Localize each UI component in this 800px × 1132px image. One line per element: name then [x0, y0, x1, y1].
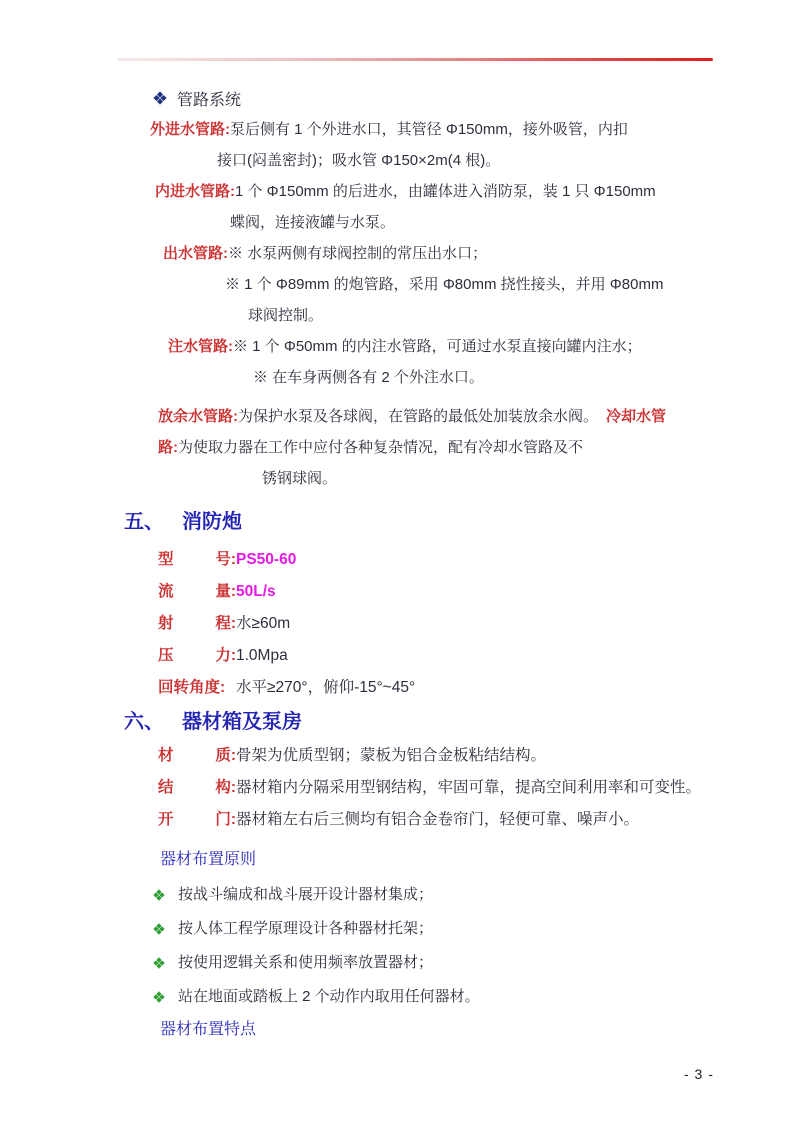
pipe-label-outlet: 出水管路: — [163, 245, 228, 262]
piping-system-title-row — [153, 84, 720, 112]
spec-value: 器材箱内分隔采用型钢结构，牢固可靠，提高空间利用率和可变性。 — [236, 779, 702, 796]
subheading-layout-principles: 器材布置原则 — [160, 851, 257, 868]
spec-label-part: 材 — [158, 747, 174, 764]
paragraph-line — [248, 300, 720, 331]
section-heading-fire-monitor — [124, 508, 720, 536]
list-item — [153, 980, 720, 1014]
spec-row-structure — [158, 772, 720, 804]
spec-label-part: 构: — [215, 779, 236, 796]
pipe-label-cooling: 冷却水管 — [606, 408, 667, 425]
list-item — [153, 946, 720, 980]
spec-label-part: 量: — [215, 583, 236, 600]
spec-label-part: 压 — [158, 647, 174, 664]
spec-value: 50L/s — [236, 583, 276, 600]
spec-label — [158, 608, 236, 640]
pipe-text: 1 个 Φ150mm 的后进水，由罐体进入消防泵，装 1 只 Φ150mm — [235, 183, 656, 200]
spec-label — [158, 576, 236, 608]
pipe-text: 蝶阀，连接液罐与水泵。 — [230, 214, 396, 231]
list-item-text: 按使用逻辑关系和使用频率放置器材； — [178, 954, 434, 971]
spec-row-model — [158, 544, 720, 576]
paragraph-line — [163, 238, 720, 269]
spec-label-part: 流 — [158, 583, 174, 600]
equipment-box-specs — [120, 740, 720, 836]
spec-row-flow — [158, 576, 720, 608]
spec-label-part: 质: — [215, 747, 236, 764]
spec-label-part: 门: — [215, 811, 236, 828]
spec-value: 骨架为优质型钢；蒙板为铝合金板粘结结构。 — [236, 747, 547, 764]
pipe-text: 为使取力器在工作中应付各种复杂情况，配有冷却水管路及不 — [178, 439, 584, 456]
spec-label — [158, 640, 236, 672]
paragraph-line — [230, 207, 720, 238]
section-title: 器材箱及泵房 — [182, 711, 302, 733]
page-number: - 3 - — [684, 1066, 714, 1082]
paragraph-line — [150, 114, 720, 145]
spec-label-part: 程: — [215, 615, 236, 632]
pipe-text: ※ 水泵两侧有球阀控制的常压出水口； — [228, 245, 488, 262]
spec-label — [158, 740, 236, 772]
paragraph-line — [225, 269, 720, 300]
layout-principles-list — [120, 878, 720, 1014]
pipe-text: 接口(闷盖密封)；吸水管 Φ150×2m(4 根)。 — [217, 152, 501, 169]
paragraph-line — [158, 401, 720, 432]
spec-label-part: 回转角度: — [158, 679, 226, 696]
pipe-text: ※ 1 个 Φ50mm 的内注水管路，可通过水泵直接向罐内注水； — [233, 338, 642, 355]
diamond-bullet-icon — [153, 991, 165, 1003]
paragraph-line — [262, 463, 720, 494]
pipe-text: 为保护水泵及各球阀，在管路的最低处加装放余水阀。 — [238, 408, 599, 425]
spec-value: 水≥60m — [236, 615, 291, 632]
diamond-bullet-icon — [153, 957, 165, 969]
spec-label — [158, 772, 236, 804]
fire-monitor-specs — [120, 544, 720, 704]
section-number: 六、 — [124, 711, 164, 733]
spec-row-range — [158, 608, 720, 640]
spec-label — [158, 672, 236, 704]
paragraph-line — [253, 362, 720, 393]
pipe-label-drain: 放余水管路: — [158, 408, 238, 425]
pipe-label-filling: 注水管路: — [168, 338, 233, 355]
diamond-bullet-icon — [153, 923, 165, 935]
section-title: 消防炮 — [182, 511, 242, 533]
spec-label — [158, 804, 236, 836]
diamond-bullet-icon — [153, 91, 167, 105]
section-heading-equipment-box — [124, 708, 720, 736]
diamond-bullet-icon — [153, 889, 165, 901]
spec-label-part: 结 — [158, 779, 174, 796]
paragraph-line — [217, 145, 720, 176]
spec-value: 器材箱左右后三侧均有铝合金卷帘门，轻便可靠、噪声小。 — [236, 811, 640, 828]
spec-value: 1.0Mpa — [236, 647, 288, 664]
section-number: 五、 — [124, 511, 164, 533]
paragraph-line — [158, 432, 720, 463]
list-item-text: 按人体工程学原理设计各种器材托架； — [178, 920, 434, 937]
list-item — [153, 912, 720, 946]
spec-row-pressure — [158, 640, 720, 672]
spec-value: 水平≥270°，俯仰-15°~45° — [236, 679, 416, 696]
pipe-text: ※ 1 个 Φ89mm 的炮管路，采用 Φ80mm 挠性接头，并用 Φ80mm — [225, 276, 664, 293]
piping-section-title: 管路系统 — [177, 91, 242, 109]
spec-row-doors — [158, 804, 720, 836]
spec-value: PS50-60 — [236, 551, 297, 568]
spec-row-rotation — [158, 672, 720, 704]
subheading-layout-features: 器材布置特点 — [160, 1021, 257, 1038]
spec-label-part: 力: — [215, 647, 236, 664]
list-item-text: 站在地面或踏板上 2 个动作内取用任何器材。 — [178, 988, 480, 1005]
paragraph-line — [155, 176, 720, 207]
pipe-text: ※ 在车身两侧各有 2 个外注水口。 — [253, 369, 484, 386]
pipe-label-external-inlet: 外进水管路: — [150, 121, 230, 138]
spec-label-part: 号: — [215, 551, 236, 568]
paragraph-line — [168, 331, 720, 362]
pipe-text: 球阀控制。 — [248, 307, 324, 324]
list-item-text: 按战斗编成和战斗展开设计器材集成； — [178, 886, 434, 903]
spec-label-part: 射 — [158, 615, 174, 632]
pipe-text: 锈钢球阀。 — [262, 470, 338, 487]
spec-label-part: 型 — [158, 551, 174, 568]
pipe-label-internal-inlet: 内进水管路: — [155, 183, 235, 200]
piping-paragraphs — [120, 114, 720, 494]
spec-row-material — [158, 740, 720, 772]
pipe-text: 泵后侧有 1 个外进水口，其管径 Φ150mm，接外吸管，内扣 — [230, 121, 628, 138]
spec-label — [158, 544, 236, 576]
spec-label-part: 开 — [158, 811, 174, 828]
pipe-label-cooling-cont: 路: — [158, 439, 178, 456]
list-item — [153, 878, 720, 912]
